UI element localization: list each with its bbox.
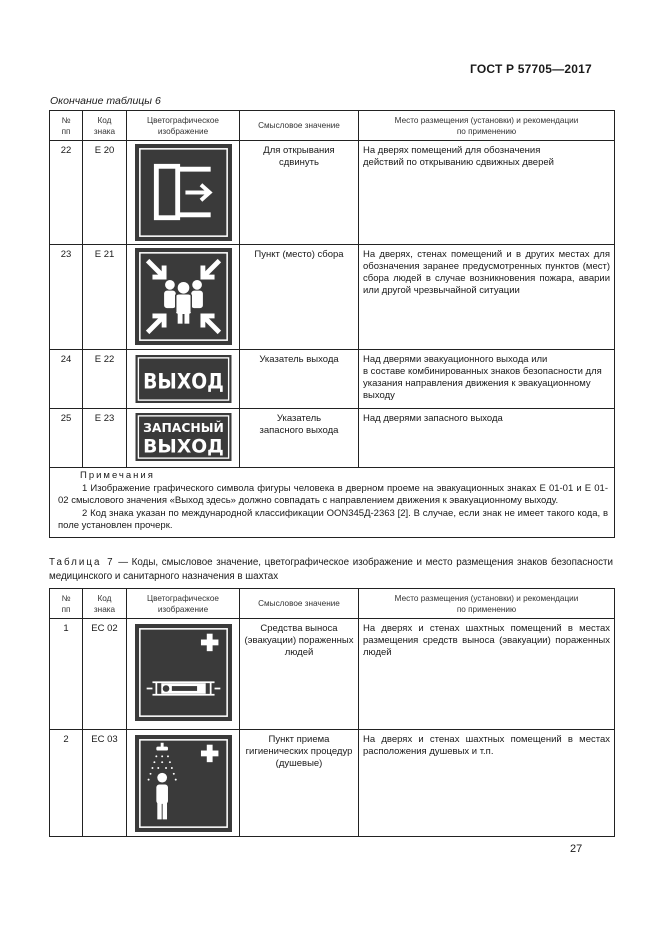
row-sign-cell — [127, 409, 240, 468]
row-sign-cell — [127, 245, 240, 350]
page-number: 27 — [570, 843, 583, 855]
table7-caption-label: Таблица 7 — [49, 557, 115, 568]
table6-header-row — [50, 111, 615, 141]
table-row — [50, 409, 615, 468]
table6-notes — [50, 468, 615, 538]
document-standard-number: ГОСТ Р 57705—2017 — [470, 62, 592, 76]
table-row — [50, 245, 615, 350]
table7-caption — [49, 556, 613, 583]
row-sign-cell — [127, 730, 240, 837]
row-num: 25 — [50, 409, 83, 468]
header-code: Код знака — [83, 111, 127, 141]
row-placement: На дверях помещений для обозначения действий по открыванию сдвижных дверей — [359, 141, 615, 245]
row-placement: Над дверями эвакуационного выхода или в составе комбинированных знаков безопасности для указания направления движения к эвакуационному выходу — [359, 350, 615, 409]
exit-sign — [135, 355, 232, 403]
row-meaning: Указатель выхода — [240, 350, 359, 409]
row-num: 23 — [50, 245, 83, 350]
table7-caption-text: — Коды, смысловое значение, цветографическое изображение и место размещения знаков безопасности медицинского и санитарного назначения в шахтах — [49, 557, 613, 582]
row-code: E 20 — [83, 141, 127, 245]
table-row — [50, 141, 615, 245]
row-code: E 22 — [83, 350, 127, 409]
header-meaning: Смысловое значение — [240, 111, 359, 141]
table6 — [49, 110, 615, 538]
assembly-point-icon — [135, 248, 232, 345]
sliding-door-icon — [135, 144, 232, 241]
row-code: ЕС 03 — [83, 730, 127, 837]
header-image: Цветографическое изображение — [127, 589, 240, 619]
table7-header-row — [50, 589, 615, 619]
note-item: 2 Код знака указан по международной классификации ООN345Д-2363 [2]. В случае, если знак не имеет такого кода, в поле установлен прочерк. — [58, 507, 608, 531]
header-placement: Место размещения (установки) и рекомендации по применению — [359, 111, 615, 141]
row-placement: Над дверями запасного выхода — [359, 409, 615, 468]
header-num: № пп — [50, 111, 83, 141]
header-image: Цветографическое изображение — [127, 111, 240, 141]
row-meaning: Пункт приема гигиенических процедур (душевые) — [240, 730, 359, 837]
row-placement: На дверях и стенах шахтных помещений в местах расположения душевых и т.п. — [359, 730, 615, 837]
row-placement: На дверях, стенах помещений и в других местах для обозначения заранее предусмотренных пунктов (мест) сбора людей в случае возникновения пожара, аварии или другой чрезвычайной ситуации — [359, 245, 615, 350]
row-meaning: Пункт (место) сбора — [240, 245, 359, 350]
emergency-exit-sign — [135, 413, 232, 461]
table-row — [50, 619, 615, 730]
row-num: 1 — [50, 619, 83, 730]
row-num: 2 — [50, 730, 83, 837]
row-code: ЕС 02 — [83, 619, 127, 730]
stretcher-icon — [135, 624, 232, 721]
emergency-exit-sign-line2: ВЫХОД — [142, 436, 224, 458]
table6-caption: Окончание таблицы 6 — [50, 95, 161, 107]
note-item: 1 Изображение графического символа фигуры человека в дверном проеме на эвакуационных знаках Е 01-01 и Е 01-02 смыслового значения «Выход здесь» должно совпадать с направлением движения к эвакуационному выходу. — [58, 482, 608, 506]
row-meaning: Для открывания сдвинуть — [240, 141, 359, 245]
row-num: 24 — [50, 350, 83, 409]
header-meaning: Смысловое значение — [240, 589, 359, 619]
exit-sign-text: ВЫХОД — [142, 368, 224, 394]
header-placement: Место размещения (установки) и рекомендации по применению — [359, 589, 615, 619]
notes-title: Примечания — [80, 470, 155, 481]
table-row — [50, 350, 615, 409]
row-placement: На дверях и стенах шахтных помещений в местах размещения средств выноса (эвакуации) пораженных людей — [359, 619, 615, 730]
row-code: E 21 — [83, 245, 127, 350]
shower-icon — [135, 735, 232, 832]
table7 — [49, 588, 615, 837]
table6-notes-row — [50, 468, 615, 538]
header-num: № пп — [50, 589, 83, 619]
row-sign-cell — [127, 350, 240, 409]
row-meaning: Средства выноса (эвакуации) пораженных людей — [240, 619, 359, 730]
table-row — [50, 730, 615, 837]
row-meaning: Указатель запасного выхода — [240, 409, 359, 468]
row-sign-cell — [127, 619, 240, 730]
row-code: E 23 — [83, 409, 127, 468]
row-num: 22 — [50, 141, 83, 245]
row-sign-cell — [127, 141, 240, 245]
header-code: Код знака — [83, 589, 127, 619]
emergency-exit-sign-line1: ЗАПАСНЫЙ — [142, 420, 224, 436]
